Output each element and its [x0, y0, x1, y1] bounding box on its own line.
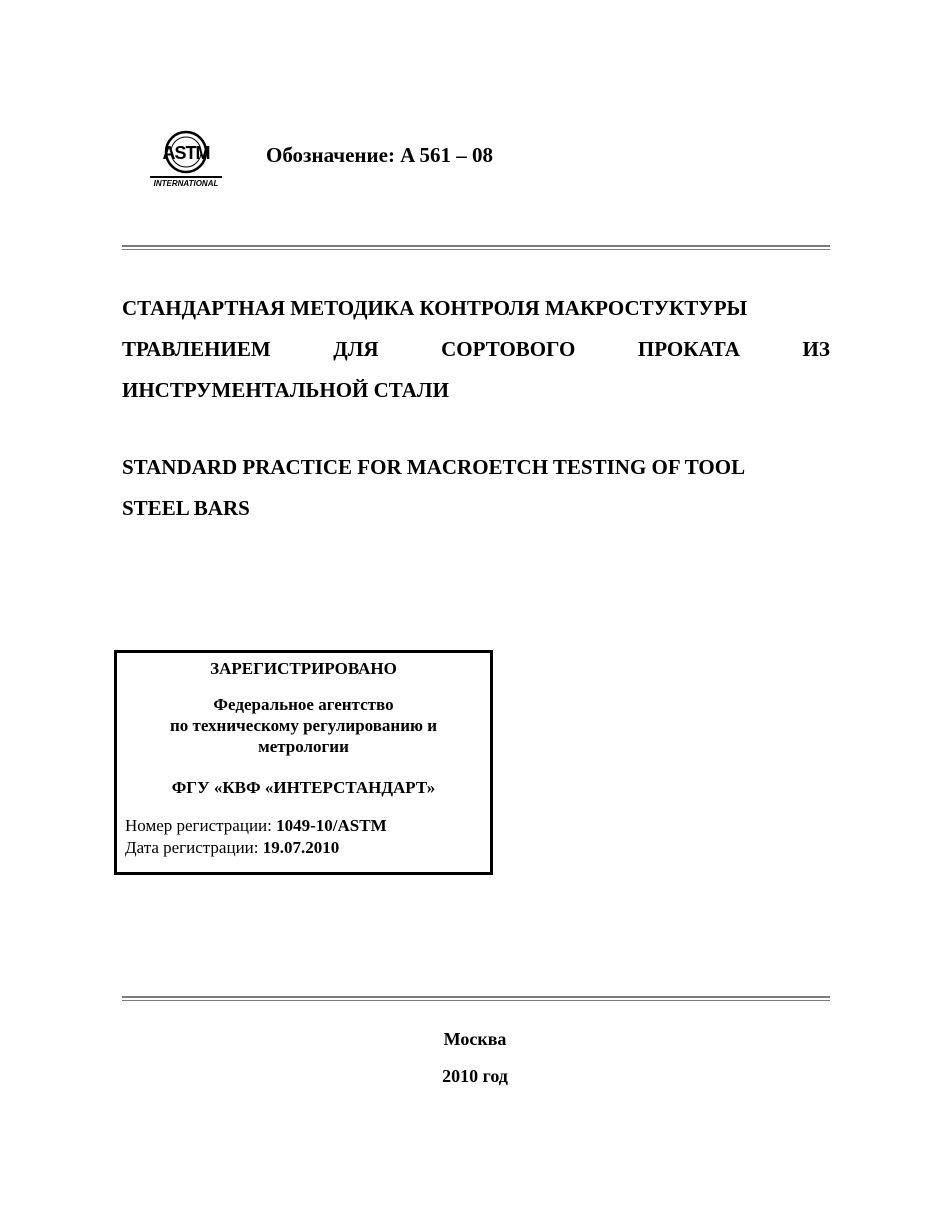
title-ru-word: ДЛЯ [333, 337, 379, 361]
document-designation: Обозначение: A 561 – 08 [266, 143, 493, 167]
astm-logo [148, 128, 226, 192]
publication-year: 2010 год [442, 1066, 508, 1086]
registration-date-value: 19.07.2010 [262, 838, 340, 857]
title-ru-word: СОРТОВОГО [441, 337, 576, 361]
registration-date-label: Дата регистрации: [125, 838, 263, 857]
title-en-line-1: STANDARD PRACTICE FOR MACROETCH TESTING OF TOOL [122, 455, 746, 479]
registration-number-value: 1049-10/ASTM [276, 816, 387, 835]
registration-agency [117, 694, 490, 757]
top-divider [122, 245, 830, 250]
registration-organization: ФГУ «КВФ «ИНТЕРСТАНДАРТ» [171, 778, 436, 797]
bottom-divider [122, 996, 830, 1001]
title-ru-line-3: ИНСТРУМЕНТАЛЬНОЙ СТАЛИ [122, 378, 449, 402]
registration-number [125, 815, 387, 837]
title-english [122, 447, 830, 529]
logo-main-text: ASTM [162, 143, 210, 163]
title-ru-word: ПРОКАТА [637, 337, 740, 361]
title-ru-line-2 [122, 329, 830, 370]
registration-number-label: Номер регистрации: [125, 816, 277, 835]
agency-line-1: Федеральное агентство [213, 695, 394, 714]
publication-city: Москва [443, 1029, 507, 1049]
logo-sub-text: INTERNATIONAL [153, 179, 219, 188]
title-russian [122, 288, 830, 411]
title-ru-word: ИЗ [802, 337, 830, 361]
registration-date [125, 837, 387, 859]
agency-line-3: метрологии [258, 737, 349, 756]
title-ru-word: ТРАВЛЕНИЕМ [122, 337, 271, 361]
title-en-line-2: STEEL BARS [122, 496, 250, 520]
agency-line-2: по техническому регулированию и [169, 716, 438, 735]
title-ru-line-1: СТАНДАРТНАЯ МЕТОДИКА КОНТРОЛЯ МАКРОСТУКТУРЫ [122, 296, 748, 320]
registration-meta [125, 815, 387, 859]
registration-heading: ЗАРЕГИСТРИРОВАНО [210, 659, 397, 678]
registration-box [114, 650, 493, 875]
